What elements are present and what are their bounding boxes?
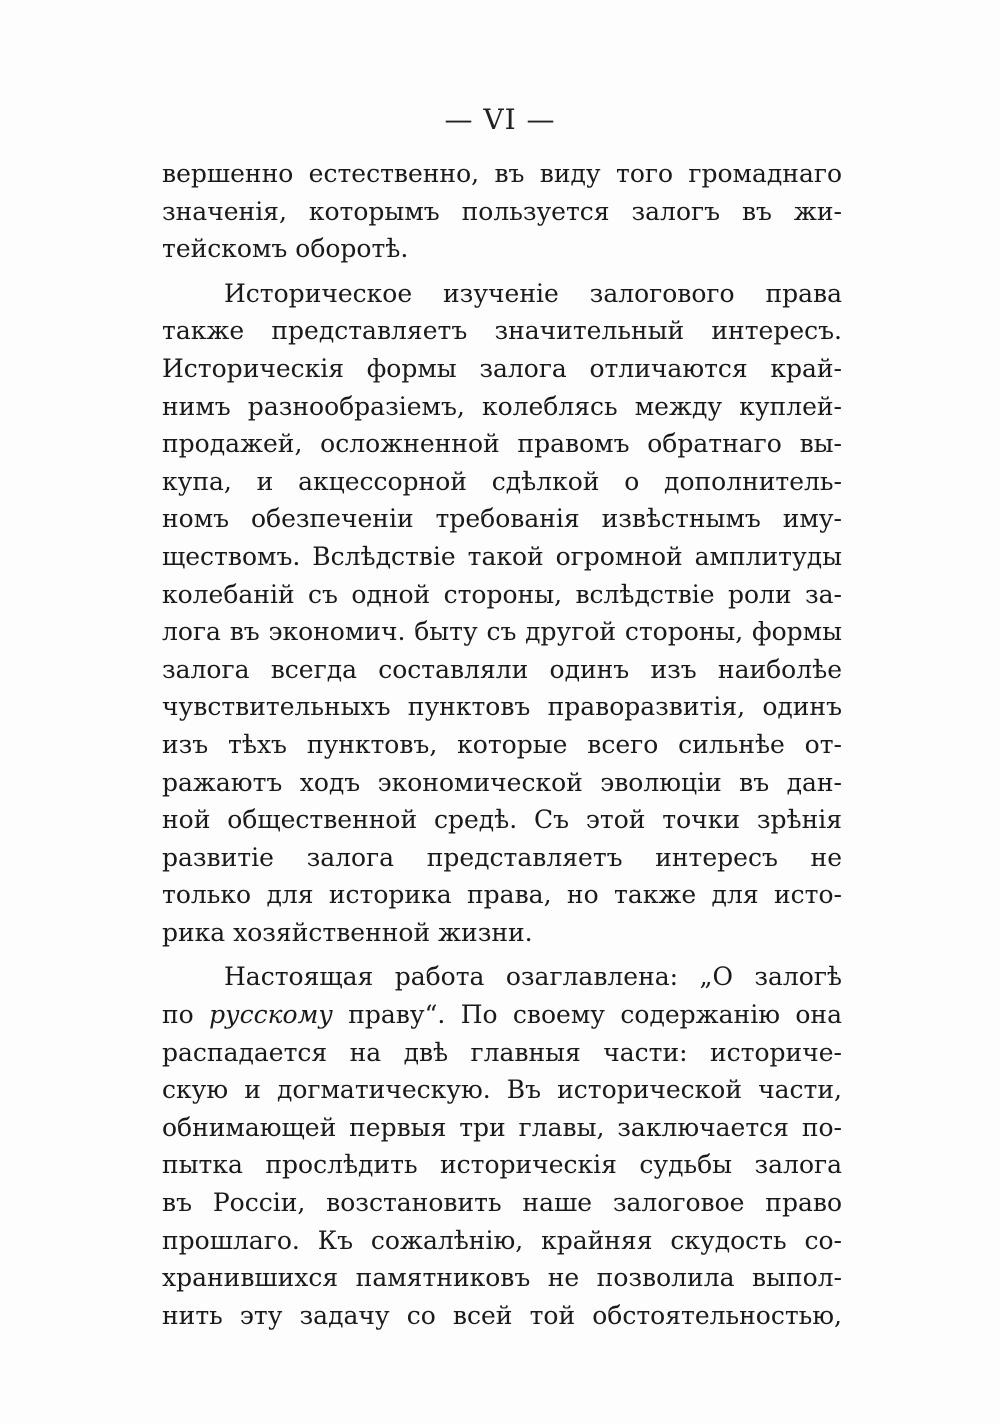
text-line: номъ обезпеченіи требованія извѣстнымъ иму- xyxy=(162,504,842,534)
text-line: ражаютъ ходъ экономической эволюціи въ дан- xyxy=(162,767,842,797)
text-line: купа, и акцессорной сдѣлкой о дополнитель- xyxy=(162,466,842,496)
text-line: залога всегда составляли одинъ изъ наиболѣе xyxy=(162,654,842,684)
paragraph-2 xyxy=(162,275,842,952)
text-line: также представляетъ значительный интересъ. xyxy=(162,316,842,346)
text-line: скую и догматическую. Въ исторической части, xyxy=(162,1075,842,1105)
text-line: лога въ экономич. быту съ другой стороны, формы xyxy=(162,617,842,647)
paragraph-3 xyxy=(162,958,842,1334)
text-line: колебаній съ одной стороны, вслѣдствіе роли за- xyxy=(162,579,842,609)
text-fragment: праву“. По своему содержанію она xyxy=(348,1000,842,1030)
text-line: Настоящая работа озаглавлена: „О залогѣ xyxy=(224,962,842,992)
text-line: въ Россіи, возстановить наше залоговое право xyxy=(162,1188,842,1218)
text-line: нимъ разнообразіемъ, колеблясь между куплей- xyxy=(162,391,842,421)
text-line: нить эту задачу со всей той обстоятельностью, xyxy=(162,1300,842,1330)
text-line: прошлаго. Къ сожалѣнію, крайняя скудость со- xyxy=(162,1225,842,1255)
text-line: продажей, осложненной правомъ обратнаго вы- xyxy=(162,429,842,459)
page-number: — VI — xyxy=(444,103,556,136)
text-line: тейскомъ оборотѣ. xyxy=(162,234,409,264)
text-line-with-italic xyxy=(162,996,842,1034)
paragraph-1 xyxy=(162,155,842,268)
text-line: ной общественной средѣ. Съ этой точки зрѣнія xyxy=(162,805,842,835)
text-line: Историческія формы залога отличаются край- xyxy=(162,353,842,383)
text-line: хранившихся памятниковъ не позволила выпол- xyxy=(162,1263,842,1293)
text-line: развитіе залога представляетъ интересъ не xyxy=(162,842,842,872)
text-line: распадается на двѣ главныя части: историче- xyxy=(162,1037,842,1067)
text-line: значенія, которымъ пользуется залогъ въ жи- xyxy=(162,196,842,226)
text-line: Историческое изученіе залогового права xyxy=(224,278,842,308)
text-fragment: по xyxy=(162,1000,194,1030)
text-line: ществомъ. Вслѣдствіе такой огромной амплитуды xyxy=(162,541,842,571)
italic-text: русскому xyxy=(209,1000,333,1030)
text-body xyxy=(162,155,842,1334)
text-line: обнимающей первыя три главы, заключается по- xyxy=(162,1112,842,1142)
text-line: рика хозяйственной жизни. xyxy=(162,917,533,947)
text-line: изъ тѣхъ пунктовъ, которые всего сильнѣе от- xyxy=(162,729,842,759)
text-line: пытка прослѣдить историческія судьбы залога xyxy=(162,1150,842,1180)
text-line: чувствительныхъ пунктовъ праворазвитія, одинъ xyxy=(162,692,842,722)
text-line: вершенно естественно, въ виду того громаднаго xyxy=(162,159,842,188)
text-line: только для историка права, но также для исто- xyxy=(162,880,842,910)
